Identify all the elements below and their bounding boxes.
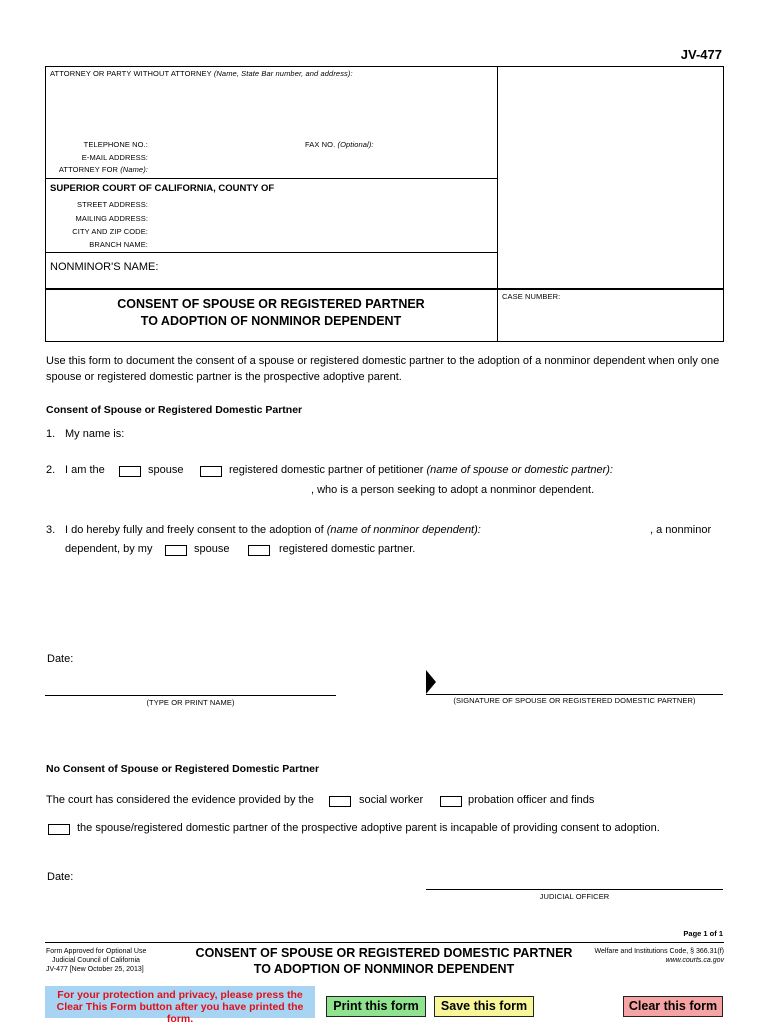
item2-line2: , who is a person seeking to adopt a nonminor dependent. [311,484,595,496]
date-label-1: Date: [47,653,74,665]
form-title-line1: CONSENT OF SPOUSE OR REGISTERED PARTNER [117,297,425,311]
page-number: Page 1 of 1 [683,929,723,938]
approved-line2: Judicial Council of California [52,957,140,964]
item1-text: My name is: [65,428,125,440]
mailing-label: MAILING ADDRESS: [75,214,148,223]
email-label: E-MAIL ADDRESS: [81,153,148,162]
item3-nonminor: , a nonminor [650,524,712,536]
rule-nonminor [45,252,497,253]
city-label: CITY AND ZIP CODE: [72,227,148,236]
fax-label: FAX NO. (Optional): [305,140,374,149]
signature-arrow-icon [426,670,438,694]
clear-form-button[interactable]: Clear this form [623,996,723,1017]
item2-spouse-label: spouse [148,464,184,476]
signature-line [426,694,723,695]
print-form-button[interactable]: Print this form [326,996,426,1017]
item3-partner-label: registered domestic partner. [279,543,416,555]
item3-text: I do hereby fully and freely consent to the adoption of (name of nonminor dependent): [65,524,481,536]
form-number: JV-477 [680,47,722,62]
form-approved-block [46,947,186,974]
print-name-line [45,695,336,696]
nonminor-name-label: NONMINOR'S NAME: [50,261,159,273]
probation-officer-label: probation officer and finds [468,794,595,806]
date-label-2: Date: [47,871,74,883]
item3-number: 3. [46,524,56,536]
item2-partner-checkbox[interactable] [200,466,222,477]
telephone-label: TELEPHONE NO.: [83,140,148,149]
social-worker-checkbox[interactable] [329,796,351,807]
item3-spouse-label: spouse [194,543,230,555]
print-name-caption: (TYPE OR PRINT NAME) [146,698,235,707]
section2-heading: No Consent of Spouse or Registered Domestic Partner [46,763,320,775]
attorney-label: ATTORNEY OR PARTY WITHOUT ATTORNEY (Name, State Bar number, and address): [50,69,353,78]
code-reference: Welfare and Institutions Code, § 366.31(f) [594,948,724,955]
rule-title [45,288,724,290]
footer-title-line2: TO ADOPTION OF NONMINOR DEPENDENT [253,962,515,976]
intro-text: Use this form to document the consent of a spouse or registered domestic partner to the adoption of a nonminor dependent when only one spouse or registered domestic partner is the prospective adoptive parent. [46,355,720,383]
item2-spouse-checkbox[interactable] [119,466,141,477]
item1-number: 1. [46,428,56,440]
social-worker-label: social worker [359,794,424,806]
footer-title-line1: CONSENT OF SPOUSE OR REGISTERED DOMESTIC PARTNER [195,946,573,960]
judicial-officer-line [426,889,723,890]
probation-officer-checkbox[interactable] [440,796,462,807]
case-number-label: CASE NUMBER: [502,292,561,301]
caption-divider [497,66,498,342]
incapable-checkbox[interactable] [48,824,70,835]
judicial-officer-caption: JUDICIAL OFFICER [539,892,610,901]
incapable-text: the spouse/registered domestic partner of the prospective adoptive parent is incapable of providing consent to adoption. [77,822,660,834]
form-title-line2: TO ADOPTION OF NONMINOR DEPENDENT [140,314,402,328]
branch-label: BRANCH NAME: [89,240,148,249]
item2-text: I am the [65,464,105,476]
street-label: STREET ADDRESS: [77,200,148,209]
item2-partner-label: registered domestic partner of petitioner (name of spouse or domestic partner): [229,464,613,476]
rule-court [45,178,497,179]
court-label: SUPERIOR COURT OF CALIFORNIA, COUNTY OF [50,183,275,194]
courts-url: www.courts.ca.gov [665,957,724,964]
item3-line2: dependent, by my [65,543,153,555]
court-considered-text: The court has considered the evidence provided by the [46,794,314,806]
item3-spouse-checkbox[interactable] [165,545,187,556]
approved-line3: JV-477 [New October 25, 2013] [46,966,144,973]
attorney-for-label: ATTORNEY FOR (Name): [58,165,148,174]
footer-rule [45,942,724,943]
item3-partner-checkbox[interactable] [248,545,270,556]
save-form-button[interactable]: Save this form [434,996,534,1017]
signature-caption: (SIGNATURE OF SPOUSE OR REGISTERED DOMESTIC PARTNER) [453,696,696,705]
item2-number: 2. [46,464,56,476]
section1-heading: Consent of Spouse or Registered Domestic Partner [46,404,303,416]
approved-line1: Form Approved for Optional Use [46,948,147,955]
privacy-notice: For your protection and privacy, please press the Clear This Form button after you have printed the form. [45,986,315,1018]
